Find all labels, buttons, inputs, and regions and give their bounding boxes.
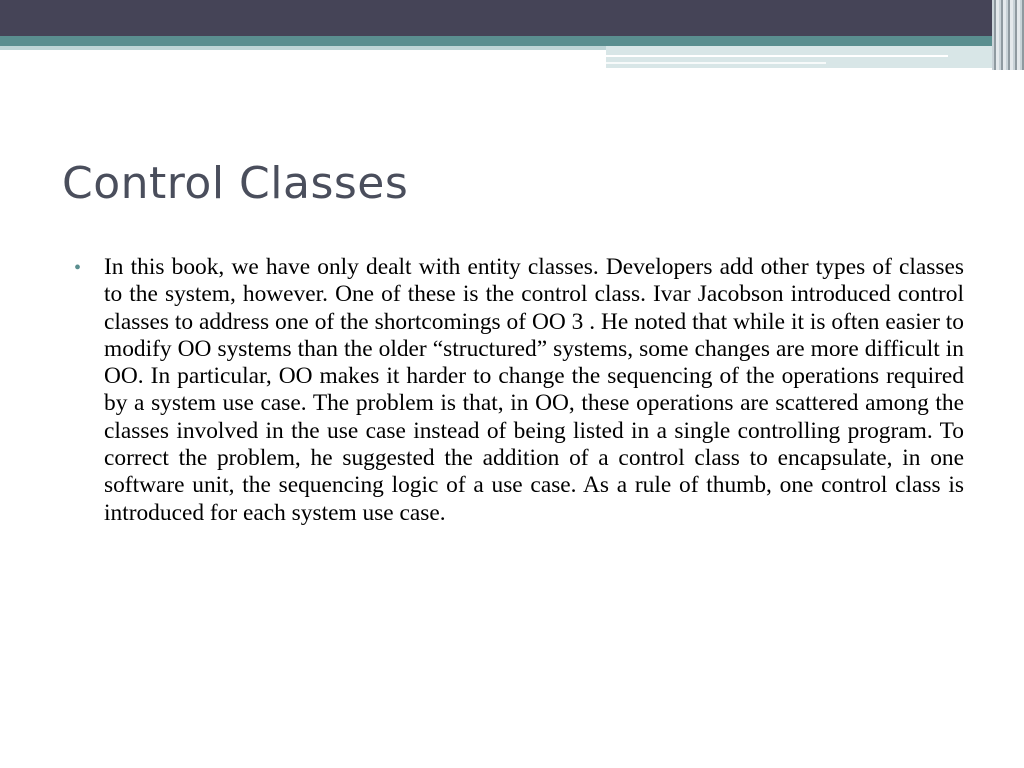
bullet-item — [62, 254, 964, 527]
slide-title: Control Classes — [62, 158, 409, 209]
header-dark-bar — [0, 0, 1024, 36]
header-edge-stripes — [992, 0, 1024, 70]
header-accent-line — [606, 62, 826, 64]
header-teal-bar — [0, 36, 1024, 46]
header-light-strip — [0, 46, 606, 50]
bullet-text: In this book, we have only dealt with entity classes. Developers add other types of classes to the system, however. One of these is the control class. Ivar Jacobson introduced control classes to address one of the shortcomings of OO 3 . He noted that while it is often easier to modify OO systems than the older “structured” systems, some changes are more difficult in OO. In particular, OO makes it harder to change the sequencing of the operations required by a system use case. The problem is that, in OO, these operations are scattered among the classes involved in the use case instead of being listed in a single controlling program. To correct the problem, he suggested the addition of a control class to encapsulate, in one software unit, the sequencing logic of a use case. As a rule of thumb, one control class is introduced for each system use case. — [104, 254, 964, 526]
bullet-marker-icon: • — [74, 257, 82, 279]
bullet-list — [62, 254, 964, 527]
header-accent-line — [606, 55, 948, 57]
header-light-block — [606, 46, 1006, 68]
